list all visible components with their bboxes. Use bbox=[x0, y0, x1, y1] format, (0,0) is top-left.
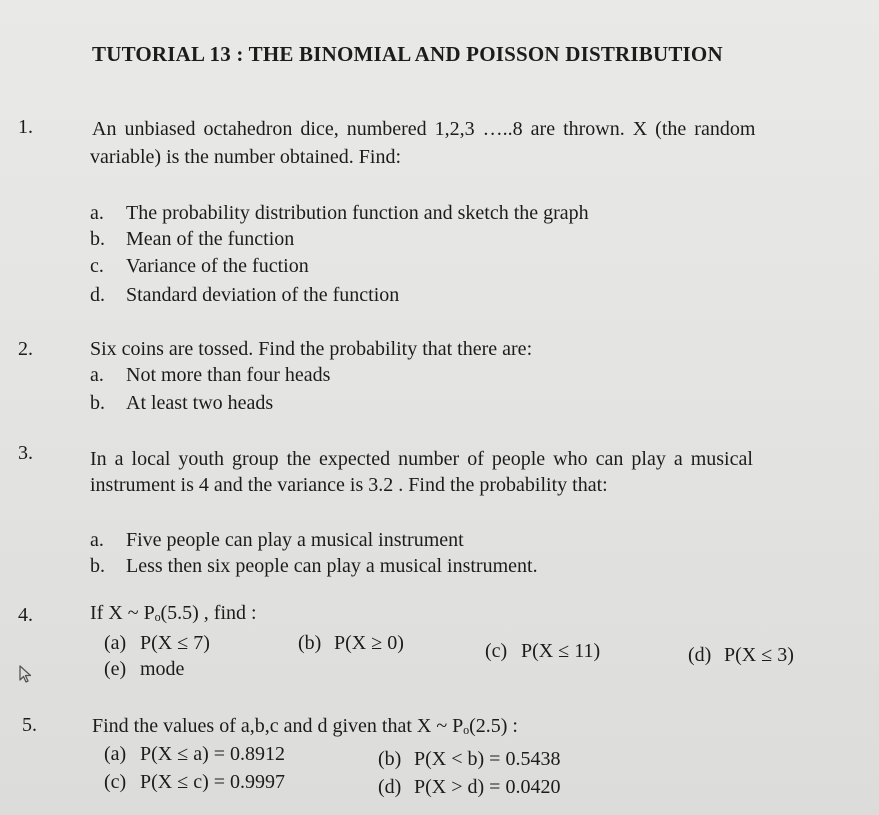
part-text: P(X > d) = 0.0420 bbox=[414, 776, 561, 798]
question-4-part-a bbox=[104, 632, 210, 655]
question-3-number: 3. bbox=[18, 442, 33, 464]
question-2-number: 2. bbox=[18, 338, 33, 360]
part-text: P(X ≤ c) = 0.9997 bbox=[140, 771, 286, 793]
question-4-part-d bbox=[688, 644, 794, 667]
part-text: P(X ≤ 7) bbox=[140, 632, 210, 654]
part-label: b. bbox=[90, 392, 105, 414]
part-label: b. bbox=[90, 555, 105, 577]
part-label: (c) bbox=[485, 640, 508, 662]
part-text: The probability distribution function and sketch the graph bbox=[126, 202, 589, 224]
part-label: c. bbox=[90, 255, 104, 277]
question-1-part-a bbox=[90, 202, 589, 225]
part-label: (d) bbox=[688, 644, 712, 666]
part-label: (a) bbox=[104, 632, 127, 654]
part-text: mode bbox=[140, 658, 185, 680]
part-label: (e) bbox=[104, 658, 127, 680]
part-text: P(X < b) = 0.5438 bbox=[414, 748, 561, 770]
question-1-number: 1. bbox=[18, 116, 33, 138]
question-5-line-1: Find the values of a,b,c and d given that X ~ Pₒ(2.5) : bbox=[92, 715, 518, 737]
question-4-part-e bbox=[104, 658, 184, 681]
part-label: a. bbox=[90, 202, 104, 224]
question-1-line-2: variable) is the number obtained. Find: bbox=[90, 146, 402, 168]
question-1-part-b bbox=[90, 228, 294, 251]
part-text: Five people can play a musical instrument bbox=[126, 529, 464, 551]
part-text: P(X ≥ 0) bbox=[334, 632, 404, 654]
question-3-line-1: In a local youth group the expected number of people who can play a musical bbox=[90, 448, 753, 470]
question-5-part-d bbox=[378, 776, 560, 799]
part-label: (b) bbox=[378, 748, 402, 770]
question-3-line-2: instrument is 4 and the variance is 3.2 . Find the probability that: bbox=[90, 474, 608, 496]
part-label: (c) bbox=[104, 771, 127, 793]
question-5-part-b bbox=[378, 748, 560, 771]
part-text: Variance of the fuction bbox=[126, 255, 309, 277]
part-text: P(X ≤ a) = 0.8912 bbox=[140, 743, 286, 765]
part-label: a. bbox=[90, 364, 104, 386]
question-4-part-b bbox=[298, 632, 404, 655]
part-label: (d) bbox=[378, 776, 402, 798]
part-text: Standard deviation of the function bbox=[126, 284, 400, 306]
question-1-part-c bbox=[90, 255, 309, 278]
part-text: At least two heads bbox=[126, 392, 274, 414]
question-1-line-1: An unbiased octahedron dice, numbered 1,2,3 …..8 are thrown. X (the random bbox=[92, 118, 756, 140]
part-text: P(X ≤ 3) bbox=[724, 644, 794, 666]
part-label: a. bbox=[90, 529, 104, 551]
question-3-part-a bbox=[90, 529, 464, 552]
question-2-part-a bbox=[90, 364, 330, 387]
part-text: Not more than four heads bbox=[126, 364, 331, 386]
part-text: Mean of the function bbox=[126, 228, 295, 250]
question-2-part-b bbox=[90, 392, 273, 415]
question-3-part-b bbox=[90, 555, 538, 578]
part-label: d. bbox=[90, 284, 105, 306]
question-1-part-d bbox=[90, 284, 399, 307]
part-label: b. bbox=[90, 228, 105, 250]
question-5-part-c bbox=[104, 771, 285, 794]
page-title: TUTORIAL 13 : THE BINOMIAL AND POISSON DISTRIBUTION bbox=[92, 42, 723, 66]
part-text: P(X ≤ 11) bbox=[521, 640, 601, 662]
question-2-line-1: Six coins are tossed. Find the probability that there are: bbox=[90, 338, 533, 360]
question-4-part-c bbox=[485, 640, 600, 663]
question-4-number: 4. bbox=[18, 604, 33, 626]
question-5-part-a bbox=[104, 743, 285, 766]
question-4-line-1: If X ~ Pₒ(5.5) , find : bbox=[90, 602, 257, 624]
question-5-number: 5. bbox=[22, 714, 37, 736]
part-label: (a) bbox=[104, 743, 127, 765]
part-label: (b) bbox=[298, 632, 322, 654]
mouse-pointer-icon bbox=[18, 665, 32, 683]
part-text: Less then six people can play a musical instrument. bbox=[126, 555, 538, 577]
